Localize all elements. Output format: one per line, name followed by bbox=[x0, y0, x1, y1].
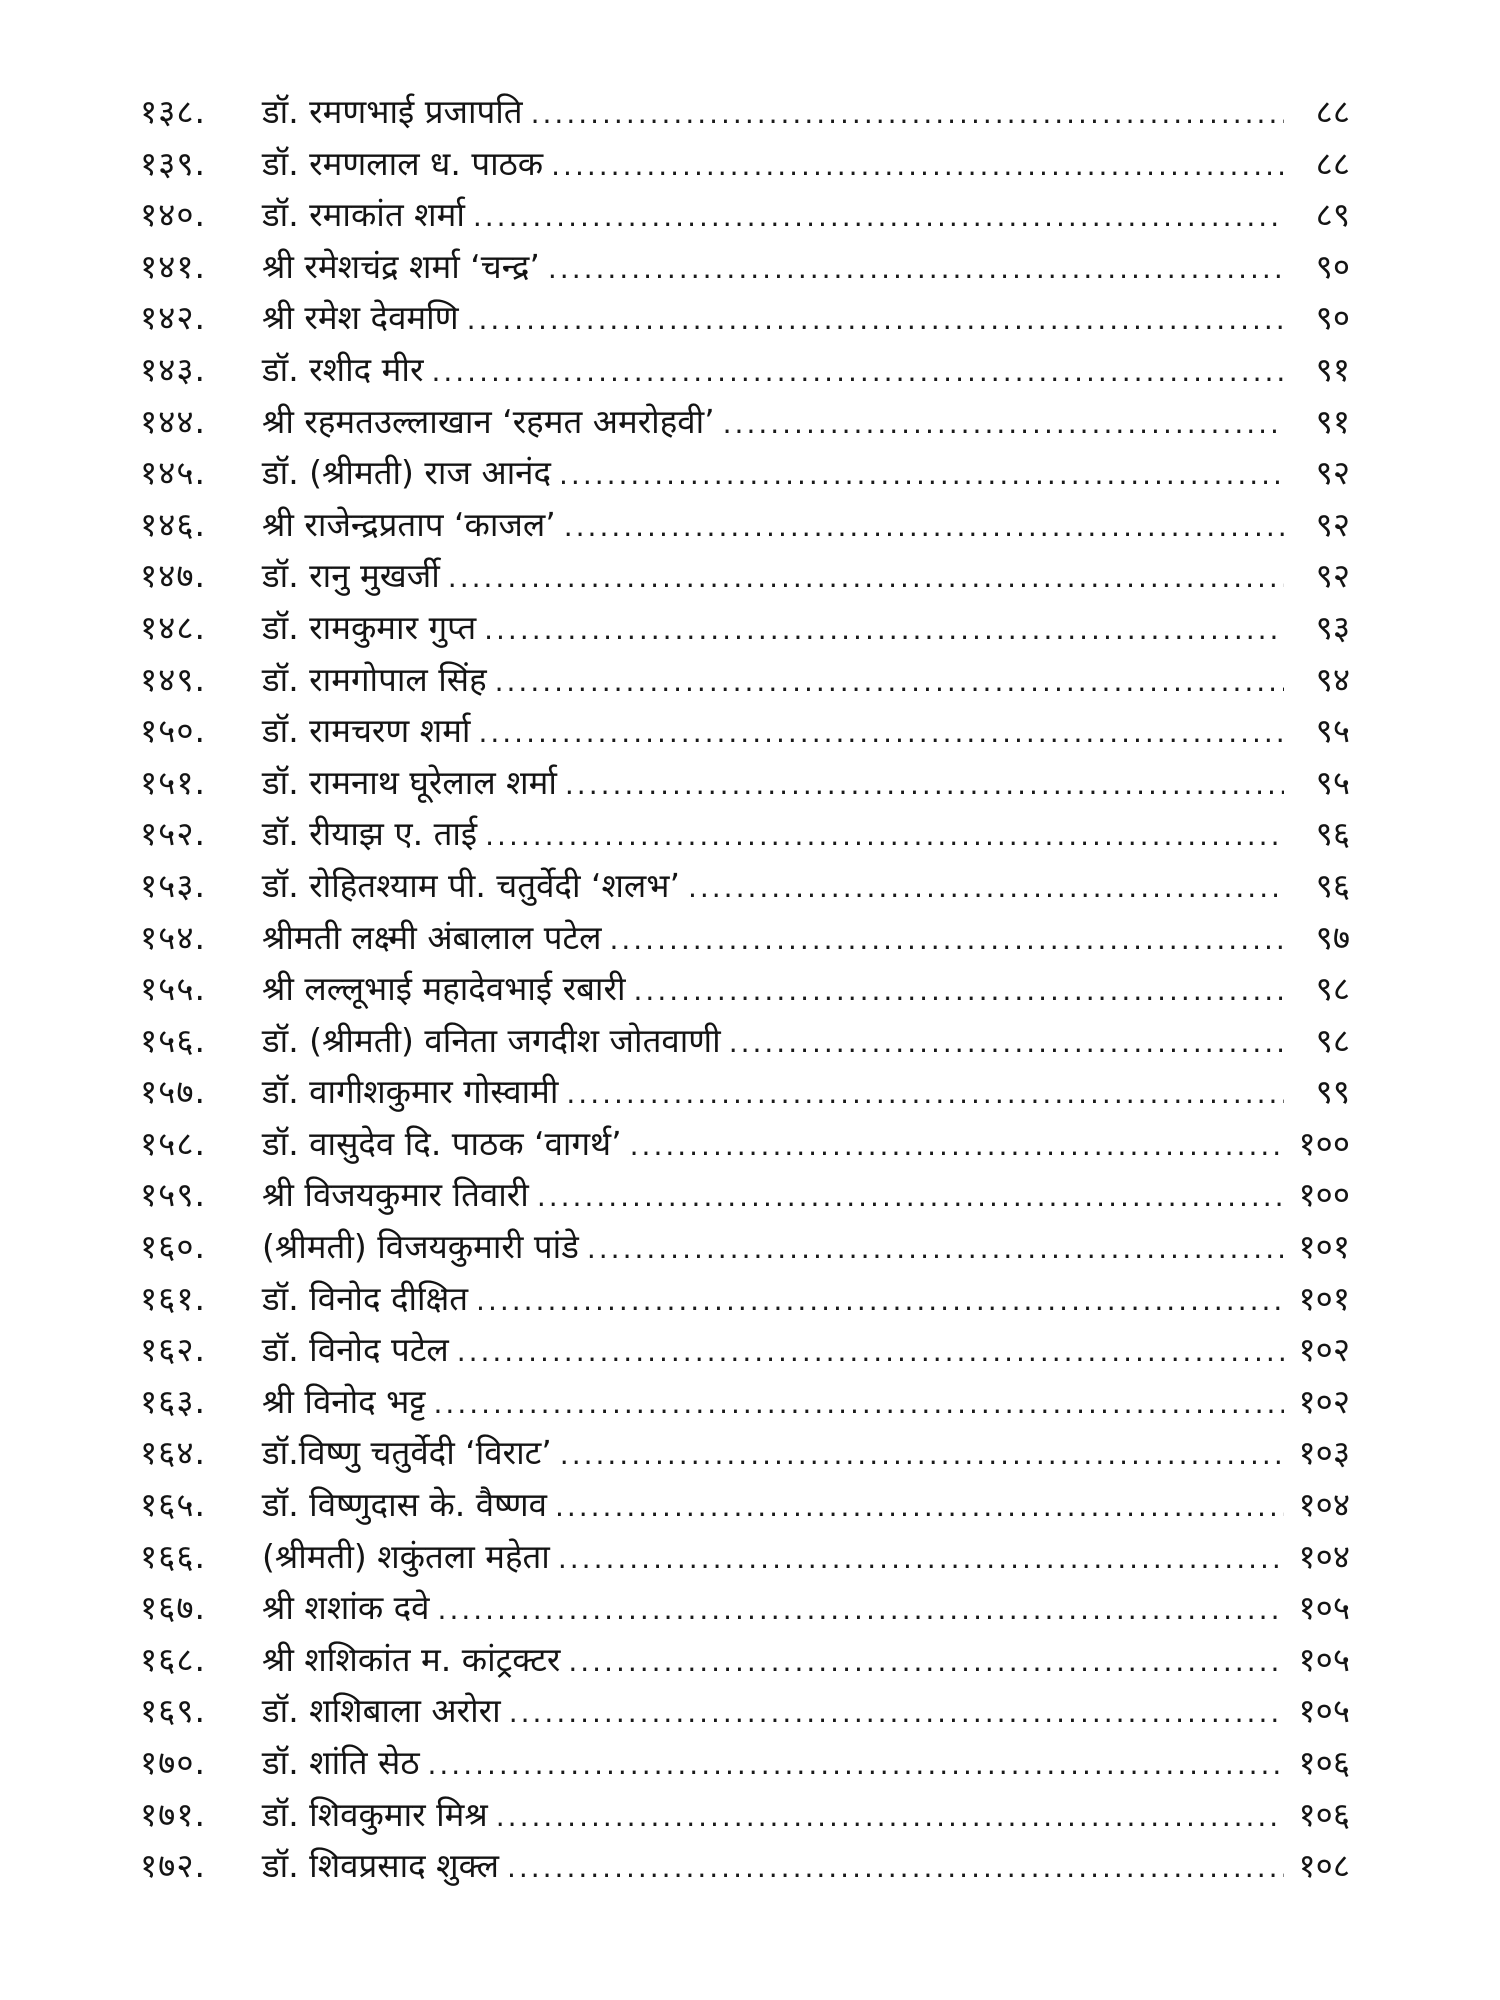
entry-number: १६०. bbox=[140, 1227, 206, 1267]
entry-page-number: १०२ bbox=[1298, 1330, 1350, 1370]
entry-title: श्री शशिकांत म. कांट्रक्टर bbox=[262, 1639, 561, 1679]
entry-title: डॉ. शांति सेठ bbox=[262, 1743, 420, 1782]
entry-title: डॉ. विनोद दीक्षित bbox=[262, 1278, 469, 1318]
entry-page-number: १०० bbox=[1298, 1123, 1350, 1163]
dot-leader bbox=[495, 656, 1284, 708]
dot-leader bbox=[484, 604, 1284, 656]
entry-number: १७१. bbox=[140, 1794, 206, 1834]
entry-number: १६६. bbox=[140, 1536, 206, 1576]
dot-leader bbox=[485, 810, 1284, 862]
dot-leader bbox=[568, 1636, 1284, 1688]
entry-page-number: १०५ bbox=[1298, 1691, 1350, 1731]
entry-number: १५८. bbox=[140, 1123, 206, 1163]
dot-leader bbox=[555, 1481, 1284, 1533]
entry-number: १६२. bbox=[140, 1330, 206, 1370]
entry-number: १५०. bbox=[140, 711, 206, 751]
dot-leader bbox=[496, 1791, 1284, 1843]
toc-entry bbox=[140, 189, 1350, 241]
entry-page-number: १०६ bbox=[1298, 1794, 1350, 1834]
toc-entry bbox=[140, 912, 1350, 964]
entry-number: १५५. bbox=[140, 969, 206, 1009]
entry-page-number: ९५ bbox=[1315, 762, 1350, 802]
entry-page-number: ९८ bbox=[1315, 969, 1350, 1009]
entry-page-number: ९९ bbox=[1315, 1072, 1350, 1112]
entry-number: १४७. bbox=[140, 556, 206, 596]
entry-page-number: ८८ bbox=[1315, 92, 1350, 131]
toc-entry bbox=[140, 138, 1350, 190]
entry-page-number: १०४ bbox=[1298, 1536, 1350, 1576]
entry-number: १६९. bbox=[140, 1691, 206, 1731]
toc-entry bbox=[140, 292, 1350, 344]
entry-page-number: ८९ bbox=[1315, 195, 1350, 235]
dot-leader bbox=[448, 552, 1284, 604]
toc-entry bbox=[140, 499, 1350, 551]
toc-entry bbox=[140, 1324, 1350, 1376]
entry-page-number: ९६ bbox=[1315, 814, 1350, 854]
entry-number: १५१. bbox=[140, 762, 206, 802]
entry-title: डॉ. रानु मुखर्जी bbox=[262, 556, 440, 596]
entry-number: १५७. bbox=[140, 1072, 206, 1112]
entry-number: १३८. bbox=[140, 92, 206, 131]
entry-page-number: ९२ bbox=[1315, 504, 1350, 544]
entry-title: डॉ. (श्रीमती) राज आनंद bbox=[262, 453, 552, 493]
entry-page-number: १०५ bbox=[1298, 1639, 1350, 1679]
entry-number: १३९. bbox=[140, 143, 206, 183]
dot-leader bbox=[560, 1429, 1284, 1481]
toc-entry bbox=[140, 1273, 1350, 1325]
entry-title: डॉ. रशीद मीर bbox=[262, 349, 424, 389]
entry-title: डॉ. रमणभाई प्रजापति bbox=[262, 92, 523, 131]
entry-title: श्रीमती लक्ष्मी अंबालाल पटेल bbox=[262, 917, 602, 957]
entry-page-number: ९३ bbox=[1315, 607, 1350, 647]
entry-page-number: ९० bbox=[1315, 298, 1350, 338]
toc-entry bbox=[140, 1737, 1350, 1789]
toc-entry bbox=[140, 1118, 1350, 1170]
entry-number: १४८. bbox=[140, 607, 206, 647]
dot-leader bbox=[551, 140, 1284, 192]
entry-title: डॉ. रमणलाल ध. पाठक bbox=[262, 143, 544, 183]
entry-title: डॉ. रोहितश्याम पी. चतुर्वेदी ‘शलभ’ bbox=[262, 865, 680, 905]
entry-title: डॉ. रामकुमार गुप्त bbox=[262, 607, 477, 647]
toc-entry bbox=[140, 1376, 1350, 1428]
entry-title: डॉ. रामचरण शर्मा bbox=[262, 711, 471, 751]
entry-title: श्री राजेन्द्रप्रताप ‘काजल’ bbox=[262, 504, 556, 544]
toc-entry bbox=[140, 1789, 1350, 1841]
entry-number: १४०. bbox=[140, 195, 206, 235]
entry-page-number: १०६ bbox=[1298, 1743, 1350, 1782]
toc-entry bbox=[140, 1840, 1350, 1892]
table-of-contents bbox=[140, 86, 1350, 1892]
entry-title: (श्रीमती) शकुंतला महेता bbox=[262, 1536, 550, 1576]
entry-page-number: ९२ bbox=[1315, 453, 1350, 493]
toc-entry bbox=[140, 1634, 1350, 1686]
entry-number: १५२. bbox=[140, 814, 206, 854]
entry-page-number: १०८ bbox=[1298, 1846, 1350, 1886]
entry-number: १४६. bbox=[140, 504, 206, 544]
toc-entry bbox=[140, 1582, 1350, 1634]
toc-entry bbox=[140, 241, 1350, 293]
toc-entry bbox=[140, 447, 1350, 499]
toc-entry bbox=[140, 1427, 1350, 1479]
dot-leader bbox=[729, 1017, 1284, 1069]
entry-number: १४३. bbox=[140, 349, 206, 389]
dot-leader bbox=[630, 1120, 1284, 1172]
entry-number: १४४. bbox=[140, 401, 206, 441]
entry-title: डॉ. विनोद पटेल bbox=[262, 1330, 449, 1370]
entry-title: डॉ.विष्णु चतुर्वेदी ‘विराट’ bbox=[262, 1433, 552, 1473]
entry-title: डॉ. शशिबाला अरोरा bbox=[262, 1691, 501, 1731]
entry-title: डॉ. विष्णुदास के. वैष्णव bbox=[262, 1485, 547, 1525]
entry-page-number: १०४ bbox=[1298, 1485, 1350, 1525]
toc-entry bbox=[140, 1479, 1350, 1531]
dot-leader bbox=[478, 707, 1284, 759]
dot-leader bbox=[564, 501, 1284, 553]
entry-page-number: ९१ bbox=[1315, 401, 1350, 441]
toc-entry bbox=[140, 396, 1350, 448]
dot-leader bbox=[558, 1533, 1284, 1585]
entry-number: १४२. bbox=[140, 298, 206, 338]
entry-page-number: १०५ bbox=[1298, 1588, 1350, 1628]
toc-entry bbox=[140, 344, 1350, 396]
entry-number: १५४. bbox=[140, 917, 206, 957]
entry-page-number: ८८ bbox=[1315, 143, 1350, 183]
dot-leader bbox=[431, 346, 1284, 398]
entry-number: १४१. bbox=[140, 246, 206, 286]
dot-leader bbox=[457, 1326, 1284, 1378]
entry-page-number: १०२ bbox=[1298, 1381, 1350, 1421]
entry-number: १६५. bbox=[140, 1485, 206, 1525]
dot-leader bbox=[467, 294, 1284, 346]
entry-page-number: ९५ bbox=[1315, 711, 1350, 751]
entry-number: १७०. bbox=[140, 1743, 206, 1782]
entry-title: डॉ. शिवकुमार मिश्र bbox=[262, 1794, 488, 1834]
entry-number: १६४. bbox=[140, 1433, 206, 1473]
entry-page-number: ९१ bbox=[1315, 349, 1350, 389]
dot-leader bbox=[587, 1223, 1284, 1275]
entry-title: डॉ. रमाकांत शर्मा bbox=[262, 195, 465, 235]
dot-leader bbox=[438, 1584, 1284, 1636]
toc-entry bbox=[140, 705, 1350, 757]
dot-leader bbox=[434, 1378, 1284, 1430]
toc-entry bbox=[140, 860, 1350, 912]
entry-title: श्री विजयकुमार तिवारी bbox=[262, 1175, 529, 1215]
dot-leader bbox=[634, 965, 1284, 1017]
entry-page-number: ९७ bbox=[1315, 917, 1350, 957]
entry-page-number: ९८ bbox=[1315, 1020, 1350, 1060]
entry-title: डॉ. वासुदेव दि. पाठक ‘वागर्थ’ bbox=[262, 1123, 622, 1163]
toc-entry bbox=[140, 963, 1350, 1015]
toc-entry bbox=[140, 602, 1350, 654]
toc-entry bbox=[140, 1531, 1350, 1583]
entry-page-number: १०१ bbox=[1298, 1227, 1350, 1267]
entry-number: १४९. bbox=[140, 659, 206, 699]
toc-entry bbox=[140, 808, 1350, 860]
toc-entry bbox=[140, 1015, 1350, 1067]
entry-page-number: १०३ bbox=[1298, 1433, 1350, 1473]
entry-page-number: १०१ bbox=[1298, 1278, 1350, 1318]
dot-leader bbox=[688, 862, 1284, 914]
entry-title: डॉ. रामगोपाल सिंह bbox=[262, 659, 487, 699]
dot-leader bbox=[566, 1068, 1284, 1120]
entry-number: १६८. bbox=[140, 1639, 206, 1679]
entry-title: श्री शशांक दवे bbox=[262, 1588, 430, 1628]
dot-leader bbox=[509, 1687, 1284, 1739]
dot-leader bbox=[559, 449, 1284, 501]
entry-number: १६३. bbox=[140, 1381, 206, 1421]
entry-page-number: ९६ bbox=[1315, 865, 1350, 905]
entry-title: श्री लल्लूभाई महादेवभाई रबारी bbox=[262, 969, 626, 1009]
entry-page-number: ९२ bbox=[1315, 556, 1350, 596]
entry-number: १५९. bbox=[140, 1175, 206, 1215]
toc-entry bbox=[140, 654, 1350, 706]
dot-leader bbox=[537, 1171, 1284, 1223]
dot-leader bbox=[531, 88, 1284, 140]
toc-entry bbox=[140, 86, 1350, 138]
toc-entry bbox=[140, 1685, 1350, 1737]
dot-leader bbox=[428, 1739, 1285, 1791]
dot-leader bbox=[723, 398, 1284, 450]
entry-title: श्री रमेश देवमणि bbox=[262, 298, 459, 338]
entry-title: श्री रहमतउल्लाखान ‘रहमत अमरोहवी’ bbox=[262, 401, 715, 441]
dot-leader bbox=[473, 191, 1284, 243]
dot-leader bbox=[476, 1275, 1284, 1327]
entry-title: डॉ. शिवप्रसाद शुक्ल bbox=[262, 1846, 499, 1886]
entry-page-number: १०० bbox=[1298, 1175, 1350, 1215]
entry-number: १६१. bbox=[140, 1278, 206, 1318]
toc-entry bbox=[140, 757, 1350, 809]
entry-title: डॉ. वागीशकुमार गोस्वामी bbox=[262, 1072, 559, 1112]
entry-title: (श्रीमती) विजयकुमारी पांडे bbox=[262, 1227, 579, 1267]
entry-number: १५३. bbox=[140, 865, 206, 905]
entry-number: १६७. bbox=[140, 1588, 206, 1628]
entry-title: डॉ. रीयाझ ए. ताई bbox=[262, 814, 478, 854]
entry-page-number: ९० bbox=[1315, 246, 1350, 286]
toc-entry bbox=[140, 1221, 1350, 1273]
dot-leader bbox=[609, 914, 1284, 966]
entry-number: १७२. bbox=[140, 1846, 206, 1886]
entry-title: श्री विनोद भट्ट bbox=[262, 1381, 426, 1421]
entry-page-number: ९४ bbox=[1315, 659, 1350, 699]
toc-entry bbox=[140, 1169, 1350, 1221]
entry-title: डॉ. (श्रीमती) वनिता जगदीश जोतवाणी bbox=[262, 1020, 721, 1060]
entry-title: डॉ. रामनाथ घूरेलाल शर्मा bbox=[262, 762, 557, 802]
dot-leader bbox=[548, 243, 1284, 295]
entry-number: १४५. bbox=[140, 453, 206, 493]
dot-leader bbox=[507, 1842, 1284, 1894]
toc-entry bbox=[140, 550, 1350, 602]
dot-leader bbox=[565, 759, 1284, 811]
entry-number: १५६. bbox=[140, 1020, 206, 1060]
entry-title: श्री रमेशचंद्र शर्मा ‘चन्द्र’ bbox=[262, 246, 540, 286]
toc-entry bbox=[140, 1066, 1350, 1118]
